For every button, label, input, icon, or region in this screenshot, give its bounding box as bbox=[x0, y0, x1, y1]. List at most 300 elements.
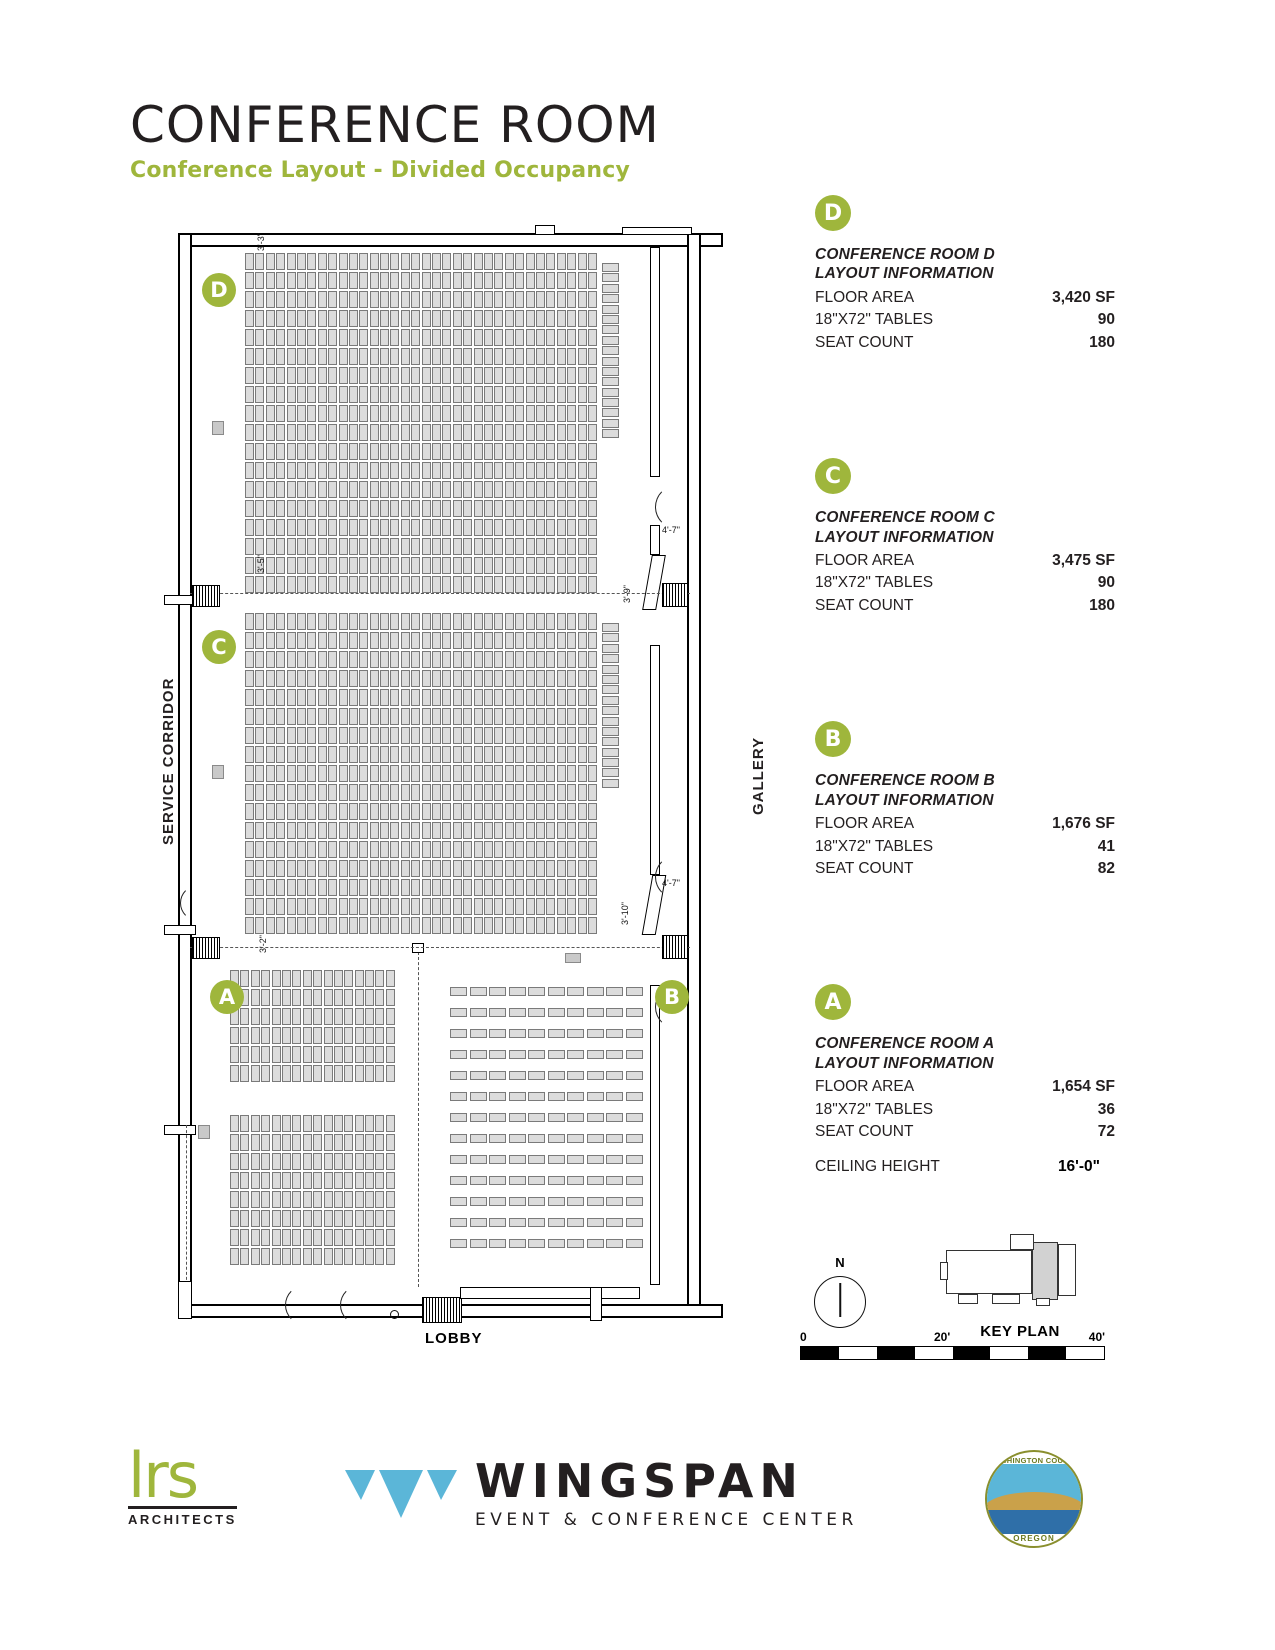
table-unit bbox=[588, 727, 597, 744]
table-unit bbox=[344, 1191, 353, 1208]
table-unit bbox=[588, 822, 597, 839]
table-row bbox=[245, 443, 598, 460]
table-unit bbox=[349, 443, 358, 460]
table-unit bbox=[588, 557, 597, 574]
table-unit bbox=[266, 367, 275, 384]
table-unit bbox=[276, 329, 285, 346]
table-unit bbox=[505, 424, 514, 441]
table-row bbox=[245, 576, 598, 593]
scale-tick-0: 0 bbox=[800, 1330, 807, 1344]
table-unit bbox=[255, 841, 264, 858]
table-unit bbox=[587, 1050, 604, 1059]
table-unit bbox=[276, 557, 285, 574]
table-unit bbox=[230, 1115, 239, 1132]
table-unit bbox=[494, 538, 503, 555]
info-value: 3,420 SF bbox=[1052, 288, 1115, 306]
table-unit bbox=[528, 1218, 545, 1227]
table-unit bbox=[463, 746, 472, 763]
table-unit bbox=[328, 329, 337, 346]
table-unit bbox=[536, 879, 545, 896]
table-unit bbox=[606, 1218, 623, 1227]
table-unit bbox=[245, 841, 254, 858]
table-unit bbox=[359, 291, 368, 308]
table-unit bbox=[557, 386, 566, 403]
table-unit bbox=[318, 651, 327, 668]
table-unit bbox=[324, 1229, 333, 1246]
table-unit bbox=[484, 443, 493, 460]
table-unit bbox=[557, 557, 566, 574]
table-unit bbox=[494, 860, 503, 877]
table-unit bbox=[390, 879, 399, 896]
table-unit bbox=[255, 576, 264, 593]
table-unit bbox=[422, 272, 431, 289]
table-unit bbox=[528, 1113, 545, 1122]
table-unit bbox=[626, 1155, 643, 1164]
table-unit bbox=[307, 879, 316, 896]
table-row bbox=[245, 727, 598, 744]
table-unit bbox=[494, 481, 503, 498]
table-unit bbox=[557, 898, 566, 915]
table-unit bbox=[453, 727, 462, 744]
table-unit bbox=[484, 613, 493, 630]
table-unit bbox=[370, 613, 379, 630]
kp-block-east bbox=[1058, 1244, 1076, 1296]
table-unit bbox=[515, 822, 524, 839]
table-unit bbox=[588, 613, 597, 630]
table-unit bbox=[450, 1050, 467, 1059]
table-unit bbox=[339, 310, 348, 327]
table-unit bbox=[474, 367, 483, 384]
table-unit bbox=[240, 1008, 249, 1025]
table-unit bbox=[255, 329, 264, 346]
table-unit bbox=[548, 1050, 565, 1059]
table-unit bbox=[484, 405, 493, 422]
table-unit bbox=[450, 1071, 467, 1080]
table-row bbox=[245, 879, 598, 896]
table-unit bbox=[557, 822, 566, 839]
table-unit bbox=[567, 860, 576, 877]
info-label: SEAT COUNT bbox=[815, 860, 914, 877]
table-row bbox=[450, 1239, 645, 1248]
table-unit bbox=[328, 500, 337, 517]
table-unit bbox=[536, 557, 545, 574]
table-unit bbox=[230, 1153, 239, 1170]
table-unit bbox=[339, 500, 348, 517]
table-unit bbox=[380, 557, 389, 574]
table-unit bbox=[245, 405, 254, 422]
table-unit bbox=[453, 481, 462, 498]
table-unit bbox=[602, 294, 619, 303]
table-unit bbox=[349, 291, 358, 308]
table-unit bbox=[505, 329, 514, 346]
table-unit bbox=[567, 651, 576, 668]
table-unit bbox=[401, 632, 410, 649]
table-unit bbox=[401, 765, 410, 782]
table-unit bbox=[328, 386, 337, 403]
wall-right bbox=[687, 233, 701, 1318]
table-unit bbox=[313, 1115, 322, 1132]
table-unit bbox=[390, 841, 399, 858]
table-unit bbox=[422, 632, 431, 649]
table-unit bbox=[349, 367, 358, 384]
table-unit bbox=[390, 651, 399, 668]
table-unit bbox=[380, 576, 389, 593]
table-unit bbox=[251, 1191, 260, 1208]
table-unit bbox=[303, 1065, 312, 1082]
table-unit bbox=[557, 253, 566, 270]
plan-badge-a[interactable]: A bbox=[210, 980, 244, 1014]
table-unit bbox=[324, 989, 333, 1006]
table-unit bbox=[509, 1092, 526, 1101]
plan-badge-b[interactable]: B bbox=[655, 980, 689, 1014]
table-unit bbox=[432, 519, 441, 536]
table-unit bbox=[251, 1134, 260, 1151]
table-unit bbox=[432, 689, 441, 706]
table-unit bbox=[422, 613, 431, 630]
table-unit bbox=[355, 1210, 364, 1227]
table-unit bbox=[602, 644, 619, 653]
table-unit bbox=[390, 765, 399, 782]
table-unit bbox=[359, 443, 368, 460]
table-unit bbox=[380, 348, 389, 365]
table-unit bbox=[380, 898, 389, 915]
table-unit bbox=[422, 708, 431, 725]
table-unit bbox=[602, 758, 619, 767]
table-unit bbox=[536, 576, 545, 593]
table-unit bbox=[245, 500, 254, 517]
table-unit bbox=[344, 1046, 353, 1063]
table-unit bbox=[359, 405, 368, 422]
table-row bbox=[245, 405, 598, 422]
table-unit bbox=[313, 989, 322, 1006]
table-unit bbox=[339, 784, 348, 801]
table-unit bbox=[474, 462, 483, 479]
table-unit bbox=[282, 1134, 291, 1151]
scale-seg bbox=[839, 1347, 877, 1359]
table-unit bbox=[349, 784, 358, 801]
table-unit bbox=[307, 822, 316, 839]
table-unit bbox=[375, 1134, 384, 1151]
table-unit bbox=[245, 898, 254, 915]
table-unit bbox=[602, 654, 619, 663]
table-unit bbox=[567, 500, 576, 517]
table-unit bbox=[276, 405, 285, 422]
table-unit bbox=[422, 348, 431, 365]
table-unit bbox=[370, 651, 379, 668]
table-unit bbox=[266, 253, 275, 270]
table-unit bbox=[578, 424, 587, 441]
table-unit bbox=[470, 987, 487, 996]
table-unit bbox=[528, 1029, 545, 1038]
table-unit bbox=[318, 576, 327, 593]
table-unit bbox=[536, 651, 545, 668]
table-unit bbox=[380, 386, 389, 403]
table-unit bbox=[401, 898, 410, 915]
table-unit bbox=[422, 746, 431, 763]
table-unit bbox=[297, 500, 306, 517]
table-unit bbox=[344, 1153, 353, 1170]
table-unit bbox=[344, 1115, 353, 1132]
table-unit bbox=[324, 1008, 333, 1025]
table-unit bbox=[251, 1172, 260, 1189]
table-unit bbox=[255, 822, 264, 839]
table-unit bbox=[422, 784, 431, 801]
table-unit bbox=[578, 879, 587, 896]
table-unit bbox=[245, 784, 254, 801]
table-unit bbox=[602, 273, 619, 282]
table-unit bbox=[442, 708, 451, 725]
table-unit bbox=[276, 253, 285, 270]
table-unit bbox=[359, 651, 368, 668]
table-unit bbox=[567, 462, 576, 479]
table-unit bbox=[546, 462, 555, 479]
table-unit bbox=[453, 500, 462, 517]
table-unit bbox=[567, 670, 576, 687]
table-unit bbox=[494, 803, 503, 820]
table-unit bbox=[602, 325, 619, 334]
table-unit bbox=[401, 310, 410, 327]
table-unit bbox=[266, 557, 275, 574]
table-unit bbox=[324, 1115, 333, 1132]
table-unit bbox=[380, 917, 389, 934]
table-unit bbox=[536, 500, 545, 517]
table-unit bbox=[401, 348, 410, 365]
table-unit bbox=[450, 1008, 467, 1017]
table-unit bbox=[349, 613, 358, 630]
table-unit bbox=[546, 443, 555, 460]
door-arc-3 bbox=[180, 885, 216, 921]
partition-ab-post bbox=[412, 943, 424, 953]
table-unit bbox=[463, 348, 472, 365]
table-unit bbox=[318, 538, 327, 555]
table-unit bbox=[578, 784, 587, 801]
table-unit bbox=[548, 1155, 565, 1164]
table-unit bbox=[484, 386, 493, 403]
table-unit bbox=[602, 737, 619, 746]
table-unit bbox=[287, 708, 296, 725]
info-row bbox=[815, 1121, 1115, 1143]
table-unit bbox=[578, 519, 587, 536]
wall-notch-2 bbox=[622, 227, 692, 235]
table-unit bbox=[339, 917, 348, 934]
plan-badge-c[interactable]: C bbox=[202, 630, 236, 664]
table-unit bbox=[515, 727, 524, 744]
table-unit bbox=[432, 462, 441, 479]
wingspan-wing-icon bbox=[345, 1466, 457, 1522]
table-unit bbox=[266, 481, 275, 498]
table-unit bbox=[245, 765, 254, 782]
kp-block-main bbox=[946, 1250, 1032, 1294]
table-unit bbox=[365, 1191, 374, 1208]
table-unit bbox=[474, 689, 483, 706]
table-unit bbox=[307, 917, 316, 934]
table-unit bbox=[375, 989, 384, 1006]
table-unit bbox=[505, 917, 514, 934]
table-unit bbox=[463, 462, 472, 479]
table-unit bbox=[390, 538, 399, 555]
table-unit bbox=[370, 860, 379, 877]
table-unit bbox=[494, 443, 503, 460]
table-unit bbox=[328, 860, 337, 877]
table-unit bbox=[276, 367, 285, 384]
table-unit bbox=[287, 632, 296, 649]
table-unit bbox=[380, 708, 389, 725]
table-unit bbox=[307, 746, 316, 763]
table-unit bbox=[470, 1008, 487, 1017]
table-unit bbox=[557, 481, 566, 498]
table-unit bbox=[450, 987, 467, 996]
table-unit bbox=[292, 1191, 301, 1208]
table-unit bbox=[359, 632, 368, 649]
table-unit bbox=[474, 291, 483, 308]
table-unit bbox=[272, 1172, 281, 1189]
table-unit bbox=[536, 765, 545, 782]
table-unit bbox=[474, 765, 483, 782]
table-unit bbox=[390, 367, 399, 384]
table-row bbox=[245, 651, 598, 668]
table-unit bbox=[401, 841, 410, 858]
dim-label: 3'-9" bbox=[622, 585, 632, 603]
table-unit bbox=[442, 557, 451, 574]
table-unit bbox=[567, 1134, 584, 1143]
table-unit bbox=[422, 253, 431, 270]
table-unit bbox=[318, 386, 327, 403]
table-unit bbox=[474, 632, 483, 649]
key-plan-art bbox=[940, 1230, 1090, 1315]
table-unit bbox=[422, 310, 431, 327]
table-row bbox=[245, 519, 598, 536]
key-plan bbox=[940, 1230, 1100, 1340]
table-unit bbox=[307, 576, 316, 593]
table-unit bbox=[463, 405, 472, 422]
table-unit bbox=[474, 310, 483, 327]
table-unit bbox=[489, 1176, 506, 1185]
table-unit bbox=[272, 989, 281, 1006]
table-unit bbox=[292, 1065, 301, 1082]
table-row bbox=[245, 500, 598, 517]
table-unit bbox=[588, 462, 597, 479]
table-unit bbox=[526, 822, 535, 839]
table-unit bbox=[494, 386, 503, 403]
table-row bbox=[230, 1191, 396, 1208]
table-unit bbox=[442, 576, 451, 593]
table-unit bbox=[536, 405, 545, 422]
table-unit bbox=[287, 367, 296, 384]
table-unit bbox=[339, 689, 348, 706]
north-letter: N bbox=[835, 1255, 845, 1270]
table-unit bbox=[442, 424, 451, 441]
table-unit bbox=[505, 803, 514, 820]
table-unit bbox=[297, 557, 306, 574]
table-unit bbox=[578, 803, 587, 820]
table-unit bbox=[557, 424, 566, 441]
table-unit bbox=[344, 970, 353, 987]
table-unit bbox=[276, 538, 285, 555]
table-unit bbox=[324, 1153, 333, 1170]
table-unit bbox=[318, 917, 327, 934]
table-unit bbox=[287, 576, 296, 593]
table-unit bbox=[422, 898, 431, 915]
table-unit bbox=[450, 1197, 467, 1206]
table-unit bbox=[450, 1218, 467, 1227]
table-unit bbox=[505, 386, 514, 403]
table-unit bbox=[526, 462, 535, 479]
table-unit bbox=[505, 727, 514, 744]
table-unit bbox=[602, 706, 619, 715]
door-hatch-c-right bbox=[662, 583, 688, 607]
table-unit bbox=[328, 803, 337, 820]
table-unit bbox=[557, 879, 566, 896]
table-unit bbox=[602, 377, 619, 386]
table-unit bbox=[292, 1134, 301, 1151]
table-unit bbox=[505, 841, 514, 858]
table-unit bbox=[470, 1176, 487, 1185]
table-unit bbox=[297, 291, 306, 308]
scale-seg bbox=[953, 1347, 991, 1359]
table-unit bbox=[297, 424, 306, 441]
table-unit bbox=[588, 405, 597, 422]
table-unit bbox=[432, 841, 441, 858]
table-unit bbox=[328, 670, 337, 687]
table-unit bbox=[626, 1176, 643, 1185]
table-unit bbox=[401, 272, 410, 289]
table-unit bbox=[370, 632, 379, 649]
table-unit bbox=[489, 1008, 506, 1017]
table-unit bbox=[287, 291, 296, 308]
table-unit bbox=[251, 1046, 260, 1063]
table-unit bbox=[390, 291, 399, 308]
table-unit bbox=[588, 917, 597, 934]
table-unit bbox=[536, 670, 545, 687]
table-unit bbox=[318, 557, 327, 574]
table-unit bbox=[546, 803, 555, 820]
table-unit bbox=[287, 860, 296, 877]
table-unit bbox=[484, 917, 493, 934]
table-unit bbox=[489, 1071, 506, 1080]
table-unit bbox=[276, 822, 285, 839]
plan-badge-d[interactable]: D bbox=[202, 273, 236, 307]
table-unit bbox=[626, 1029, 643, 1038]
table-unit bbox=[484, 879, 493, 896]
table-unit bbox=[282, 1153, 291, 1170]
table-unit bbox=[463, 481, 472, 498]
table-unit bbox=[359, 898, 368, 915]
table-unit bbox=[240, 1065, 249, 1082]
table-unit bbox=[546, 613, 555, 630]
table-unit bbox=[509, 1113, 526, 1122]
table-unit bbox=[526, 367, 535, 384]
table-unit bbox=[344, 1210, 353, 1227]
table-unit bbox=[626, 1092, 643, 1101]
table-unit bbox=[370, 291, 379, 308]
table-row bbox=[245, 803, 598, 820]
table-unit bbox=[474, 424, 483, 441]
table-unit bbox=[261, 1172, 270, 1189]
wingspan-subtitle: EVENT & CONFERENCE CENTER bbox=[475, 1510, 858, 1530]
table-unit bbox=[567, 1176, 584, 1185]
table-unit bbox=[411, 822, 420, 839]
table-unit bbox=[463, 576, 472, 593]
table-unit bbox=[297, 443, 306, 460]
table-unit bbox=[307, 803, 316, 820]
table-unit bbox=[401, 500, 410, 517]
table-unit bbox=[442, 310, 451, 327]
table-unit bbox=[567, 538, 576, 555]
table-unit bbox=[245, 519, 254, 536]
table-unit bbox=[578, 651, 587, 668]
table-unit bbox=[546, 538, 555, 555]
table-unit bbox=[287, 765, 296, 782]
